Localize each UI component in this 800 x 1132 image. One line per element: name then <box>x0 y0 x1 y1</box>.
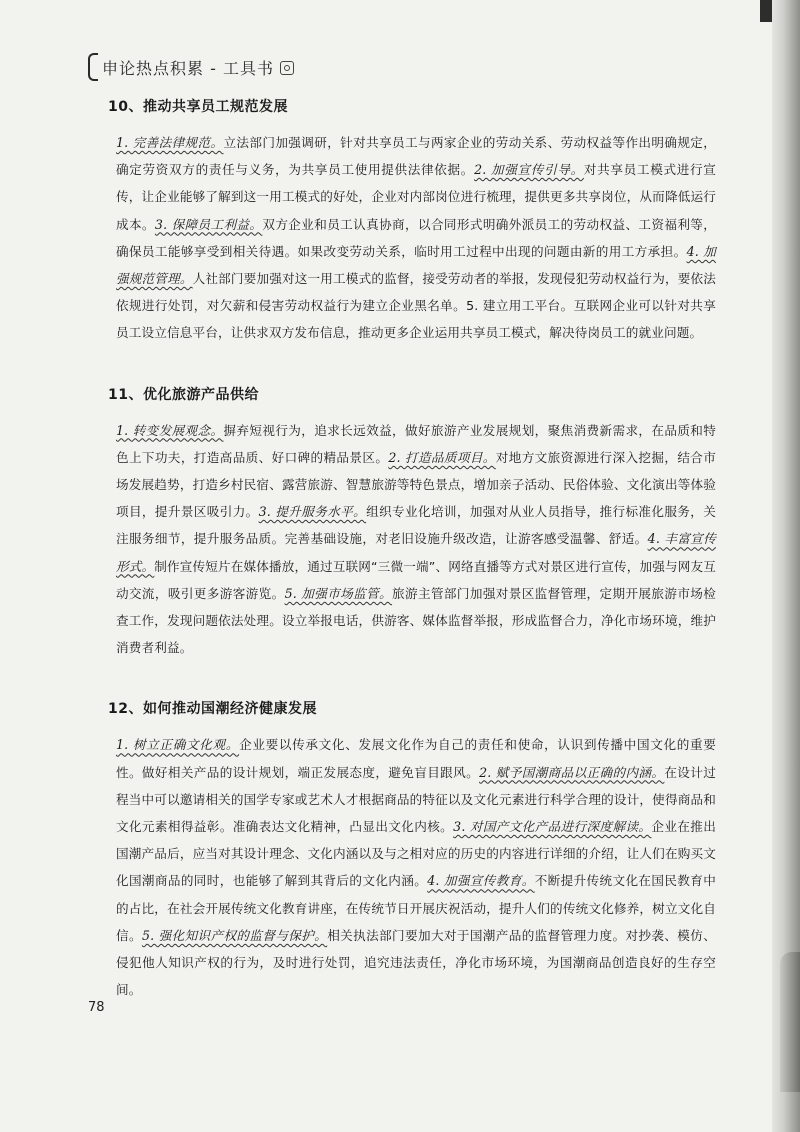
section-title: 10、推动共享员工规范发展 <box>108 99 288 115</box>
key-point: 3. 提升服务水平。 <box>258 504 367 520</box>
section-paragraph <box>116 731 716 1003</box>
key-point: 2. 打造品质项目。 <box>388 449 496 465</box>
key-point: 1. 转变发展观念。 <box>116 422 224 438</box>
key-point: 2. 赋予国潮商品以正确的内涵。 <box>479 764 665 780</box>
body-text: 制作宣传短片在媒体播放，通过互联网“三微一端”、网络直播等方式对景区进行宣传，加强与网友互动交流，吸引更多游客游览。 <box>116 558 716 601</box>
key-point: 3. 保障员工利益。 <box>154 216 263 232</box>
key-point: 1. 完善法律规范。 <box>116 135 224 150</box>
section-title: 12、如何推动国潮经济健康发展 <box>108 701 317 718</box>
key-point: 5. 加强市场监管。 <box>284 585 393 601</box>
body-text: 组织专业化培训，加强对从业人员指导，推行标准化服务，关注服务细节，提升服务品质。完善基础设施，对老旧设施升级改造，让游客感受温馨、舒适。 <box>116 504 716 547</box>
key-point: 4. 丰富宣传形式。 <box>116 531 716 574</box>
page-curl <box>780 952 800 1092</box>
section-10 <box>108 95 716 347</box>
body-text: 人社部门要加强对这一用工模式的监督，接受劳动者的举报，发现侵犯劳动权益行为，要依法依规进行处罚，对欠薪和侵害劳动权益行为建立企业黑名单。5. 建立用工平台。互联网企业可以针对共享员工设立信息平台，让供求双方发布信息，推动更多企业运用共享员工模式，解决待岗员工的就业问题。 <box>116 271 716 341</box>
body-text: 旅游主管部门加强对景区监督管理，定期开展旅游市场检查工作，发现问题依法处理。设立举报电话，供游客、媒体监督举报，形成监督合力，净化市场环境，维护消费者利益。 <box>116 585 716 656</box>
page-number: 78 <box>88 1000 105 1015</box>
body-text: 对共享员工模式进行宣传，让企业能够了解到这一用工模式的好处，企业对内部岗位进行梳理，提供更多共享岗位，从而降低运行成本。 <box>116 162 716 232</box>
header-bracket <box>88 53 98 81</box>
body-text: 企业要以传承文化、发展文化作为自己的责任和使命，认识到传播中国文化的重要性。做好相关产品的设计规划，端正发展态度，避免盲目跟风。 <box>116 737 717 780</box>
header-title: 申论热点积累 - 工具书 <box>102 58 274 78</box>
page-edge-shadow <box>772 0 800 1132</box>
key-point: 1. 树立正确文化观。 <box>116 737 240 753</box>
book-tool-icon <box>280 61 294 75</box>
body-text: 摒弃短视行为，追求长远效益，做好旅游产业发展规划，聚焦消费新需求，在品质和特色上下功夫，打造高品质、好口碑的精品景区。 <box>116 422 716 465</box>
section-title: 11、优化旅游产品供给 <box>108 386 259 403</box>
section-12 <box>108 697 717 1003</box>
section-paragraph <box>116 417 716 662</box>
body-text: 双方企业和员工认真协商，以合同形式明确外派员工的劳动权益、工资福利等，确保员工能够享受到相关待遇。如果改变劳动关系，临时用工过程中出现的问题由新的用工方承担。 <box>116 216 716 259</box>
key-point: 3. 对国产文化产品进行深度解读。 <box>453 819 652 835</box>
body-text: 对地方文旅资源进行深入挖掘，结合市场发展趋势，打造乡村民宿、露营旅游、智慧旅游等特色景点，增加亲子活动、民俗体验、文化演出等体验项目，提升景区吸引力。 <box>116 449 716 520</box>
section-paragraph <box>116 129 716 347</box>
body-text: 相关执法部门要加大对于国潮产品的监督管理力度。对抄袭、模仿、侵犯他人知识产权的行为，及时进行处罚，追究违法责任，净化市场环境，为国潮商品创造良好的生存空间。 <box>116 927 716 998</box>
body-text: 不断提升传统文化在国民教育中的占比，在社会开展传统文化教育讲座，在传统节日开展庆祝活动，提升人们的传统文化修养，树立文化自信。 <box>116 873 716 943</box>
body-text: 在设计过程当中可以邀请相关的国学专家或艺术人才根据商品的特征以及文化元素进行科学合理的设计，使得商品和文化元素相得益彰。准确表达文化精神，凸显出文化内核。 <box>116 764 716 835</box>
body-text: 企业在推出国潮产品后，应当对其设计理念、文化内涵以及与之相对应的历史的内容进行详细的介绍，让人们在购买文化国潮商品的同时，也能够了解到其背后的文化内涵。 <box>116 819 717 889</box>
body-text: 立法部门加强调研，针对共享员工与两家企业的劳动关系、劳动权益等作出明确规定，确定劳资双方的责任与义务，为共享员工使用提供法律依据。 <box>116 135 716 178</box>
key-point: 2. 加强宣传引导。 <box>474 162 584 178</box>
section-11 <box>108 383 716 662</box>
key-point: 4. 加强规范管理。 <box>116 243 716 287</box>
running-header <box>88 52 294 82</box>
page-body <box>108 95 717 1003</box>
key-point: 5. 强化知识产权的监督与保护。 <box>141 927 328 943</box>
key-point: 4. 加强宣传教育。 <box>427 873 535 889</box>
